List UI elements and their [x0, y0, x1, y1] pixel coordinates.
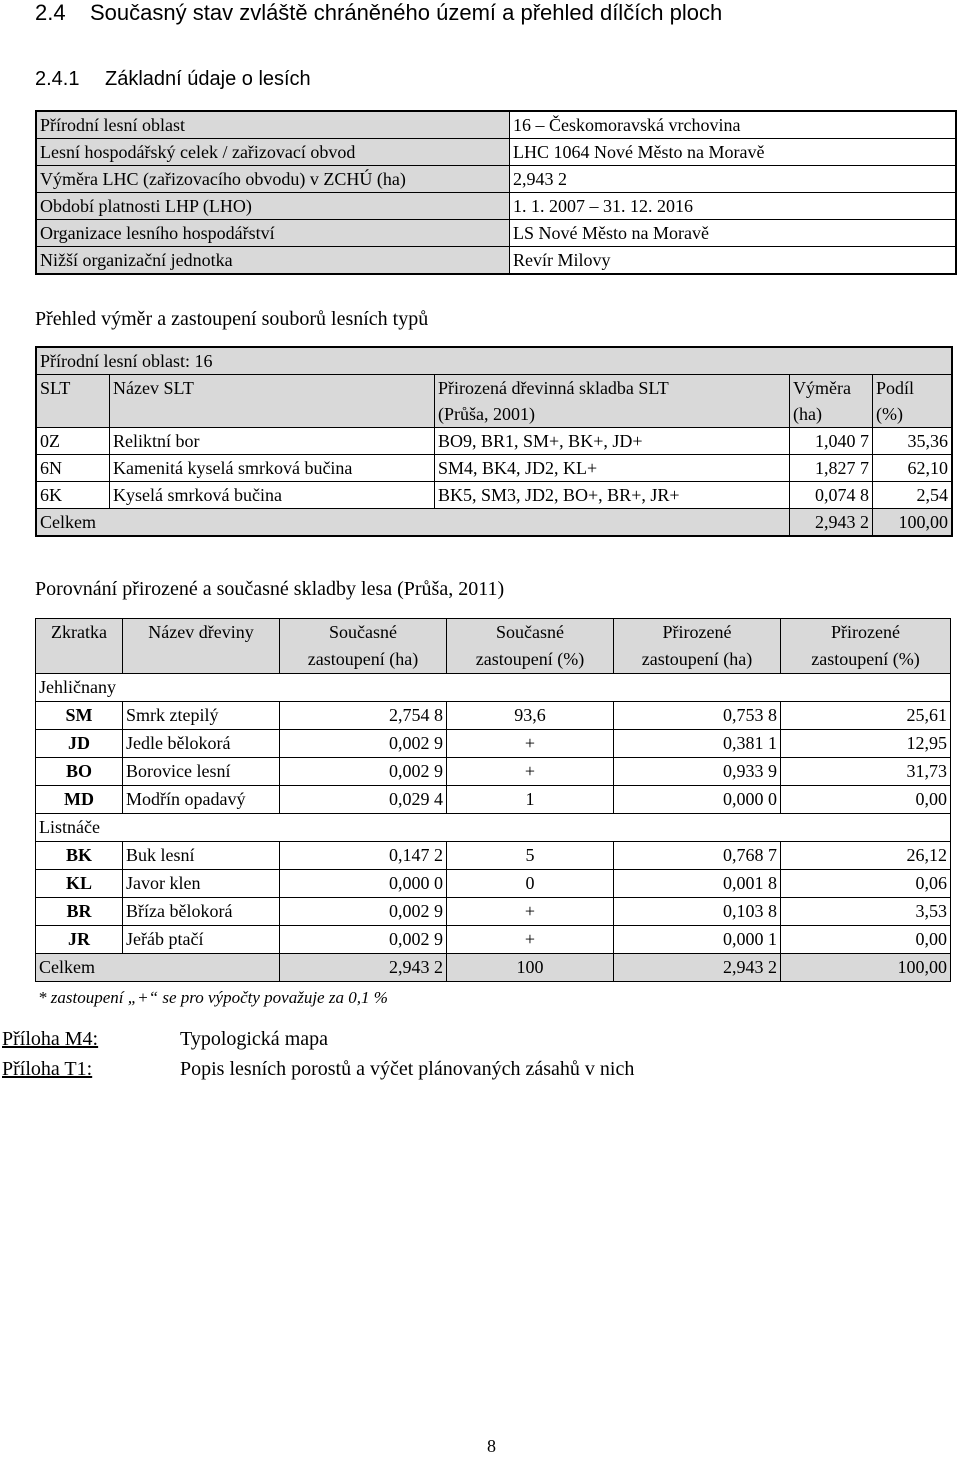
natural-ha: 0,753 8 [614, 702, 781, 730]
header-area: Výměra (ha) [790, 375, 873, 428]
current-pct: 93,6 [447, 702, 614, 730]
total-area: 2,943 2 [790, 509, 873, 537]
attachment-m4 [2, 1028, 328, 1051]
info-value: 16 – Českomoravská vrchovina [510, 111, 957, 139]
tree-abbr: MD [36, 786, 123, 814]
header-natural-ha: Přirozené zastoupení (ha) [614, 619, 781, 674]
cmp-total-cur-ha: 2,943 2 [280, 954, 447, 982]
table-row [36, 482, 952, 509]
slt-section-title: Přehled výměr a zastoupení souborů lesních typů [35, 308, 429, 330]
header-natural-pct: Přirozené zastoupení (%) [781, 619, 951, 674]
tree-name: Smrk ztepilý [123, 702, 280, 730]
table-row [36, 786, 951, 814]
slt-code: 0Z [36, 428, 110, 455]
footnote: * zastoupení „+“ se pro výpočty považuje za 0,1 % [38, 988, 388, 1007]
current-pct: 5 [447, 842, 614, 870]
header-tree-name: Název dřeviny [123, 619, 280, 674]
slt-share: 62,10 [873, 455, 953, 482]
table-row [36, 870, 951, 898]
slt-name: Kyselá smrková bučina [110, 482, 435, 509]
basic-info-table [35, 110, 957, 275]
tree-name: Modřín opadavý [123, 786, 280, 814]
attachment-text: Typologická mapa [180, 1028, 328, 1050]
header-current-ha: Současné zastoupení (ha) [280, 619, 447, 674]
current-pct: + [447, 898, 614, 926]
table-row [36, 898, 951, 926]
info-value: 2,943 2 [510, 166, 957, 193]
natural-pct: 3,53 [781, 898, 951, 926]
group-conifers: Jehličnany [36, 674, 951, 702]
page-number: 8 [487, 1436, 496, 1456]
current-ha: 2,754 8 [280, 702, 447, 730]
tree-abbr: BR [36, 898, 123, 926]
comparison-table [35, 618, 951, 982]
natural-ha: 0,000 0 [614, 786, 781, 814]
section-number: 2.4 [35, 0, 66, 25]
section-heading [35, 0, 722, 26]
natural-pct: 0,06 [781, 870, 951, 898]
cmp-total-cur-pct: 100 [447, 954, 614, 982]
header-composition: Přirozená dřevinná skladba SLT (Průša, 2001) [435, 375, 790, 428]
natural-pct: 25,61 [781, 702, 951, 730]
attachment-label: Příloha M4: [2, 1028, 99, 1050]
info-row [36, 166, 956, 193]
table-row [36, 842, 951, 870]
current-ha: 0,002 9 [280, 926, 447, 954]
natural-ha: 0,381 1 [614, 730, 781, 758]
current-ha: 0,002 9 [280, 758, 447, 786]
table-row [36, 758, 951, 786]
subsection-title: Základní údaje o lesích [105, 68, 311, 90]
info-row [36, 193, 956, 220]
current-ha: 0,147 2 [280, 842, 447, 870]
slt-share: 2,54 [873, 482, 953, 509]
subsection-number: 2.4.1 [35, 68, 80, 90]
table-row [36, 702, 951, 730]
section-title: Současný stav zvláště chráněného území a přehled dílčích ploch [90, 0, 723, 25]
slt-code: 6K [36, 482, 110, 509]
slt-name: Kamenitá kyselá smrková bučina [110, 455, 435, 482]
natural-ha: 0,768 7 [614, 842, 781, 870]
tree-name: Bříza bělokorá [123, 898, 280, 926]
slt-composition: SM4, BK4, JD2, KL+ [435, 455, 790, 482]
current-ha: 0,000 0 [280, 870, 447, 898]
slt-share: 35,36 [873, 428, 953, 455]
slt-composition: BO9, BR1, SM+, BK+, JD+ [435, 428, 790, 455]
info-row [36, 247, 956, 275]
total-share: 100,00 [873, 509, 953, 537]
slt-area: 0,074 8 [790, 482, 873, 509]
tree-name: Jedle bělokorá [123, 730, 280, 758]
natural-ha: 0,000 1 [614, 926, 781, 954]
tree-abbr: JD [36, 730, 123, 758]
info-value: Revír Milovy [510, 247, 957, 275]
header-current-pct: Současné zastoupení (%) [447, 619, 614, 674]
cmp-total-label: Celkem [36, 954, 280, 982]
current-pct: 1 [447, 786, 614, 814]
tree-abbr: BK [36, 842, 123, 870]
slt-area: 1,827 7 [790, 455, 873, 482]
slt-area: 1,040 7 [790, 428, 873, 455]
header-name: Název SLT [110, 375, 435, 428]
slt-name: Reliktní bor [110, 428, 435, 455]
tree-name: Jeřáb ptačí [123, 926, 280, 954]
group-broadleaves: Listnáče [36, 814, 951, 842]
natural-pct: 31,73 [781, 758, 951, 786]
natural-pct: 12,95 [781, 730, 951, 758]
region-row: Přírodní lesní oblast: 16 [36, 347, 952, 375]
cmp-total-nat-ha: 2,943 2 [614, 954, 781, 982]
info-value: LS Nové Město na Moravě [510, 220, 957, 247]
current-pct: + [447, 730, 614, 758]
comparison-section-title: Porovnání přirozené a současné skladby lesa (Průša, 2011) [35, 578, 505, 600]
tree-abbr: BO [36, 758, 123, 786]
header-abbr: Zkratka [36, 619, 123, 674]
total-label: Celkem [36, 509, 790, 537]
attachment-text: Popis lesních porostů a výčet plánovaných zásahů v nich [180, 1058, 635, 1080]
info-label: Výměra LHC (zařizovacího obvodu) v ZCHÚ (ha) [36, 166, 510, 193]
natural-ha: 0,001 8 [614, 870, 781, 898]
current-ha: 0,029 4 [280, 786, 447, 814]
tree-name: Buk lesní [123, 842, 280, 870]
info-row [36, 111, 956, 139]
current-pct: + [447, 758, 614, 786]
slt-code: 6N [36, 455, 110, 482]
table-row [36, 730, 951, 758]
current-ha: 0,002 9 [280, 898, 447, 926]
table-row [36, 926, 951, 954]
current-ha: 0,002 9 [280, 730, 447, 758]
current-pct: 0 [447, 870, 614, 898]
natural-ha: 0,103 8 [614, 898, 781, 926]
info-label: Lesní hospodářský celek / zařizovací obvod [36, 139, 510, 166]
info-value: LHC 1064 Nové Město na Moravě [510, 139, 957, 166]
cmp-total-nat-pct: 100,00 [781, 954, 951, 982]
slt-composition: BK5, SM3, JD2, BO+, BR+, JR+ [435, 482, 790, 509]
tree-abbr: JR [36, 926, 123, 954]
current-pct: + [447, 926, 614, 954]
info-row [36, 139, 956, 166]
tree-name: Borovice lesní [123, 758, 280, 786]
header-slt: SLT [36, 375, 110, 428]
info-row [36, 220, 956, 247]
info-label: Přírodní lesní oblast [36, 111, 510, 139]
slt-table [35, 346, 953, 537]
info-label: Nižší organizační jednotka [36, 247, 510, 275]
subsection-heading [35, 68, 311, 91]
natural-pct: 0,00 [781, 926, 951, 954]
attachment-label: Příloha T1: [2, 1058, 93, 1080]
tree-abbr: KL [36, 870, 123, 898]
tree-abbr: SM [36, 702, 123, 730]
natural-pct: 26,12 [781, 842, 951, 870]
info-value: 1. 1. 2007 – 31. 12. 2016 [510, 193, 957, 220]
attachment-t1 [2, 1058, 634, 1081]
natural-pct: 0,00 [781, 786, 951, 814]
table-row [36, 455, 952, 482]
tree-name: Javor klen [123, 870, 280, 898]
info-label: Období platnosti LHP (LHO) [36, 193, 510, 220]
natural-ha: 0,933 9 [614, 758, 781, 786]
header-share: Podíl (%) [873, 375, 953, 428]
info-label: Organizace lesního hospodářství [36, 220, 510, 247]
table-row [36, 428, 952, 455]
